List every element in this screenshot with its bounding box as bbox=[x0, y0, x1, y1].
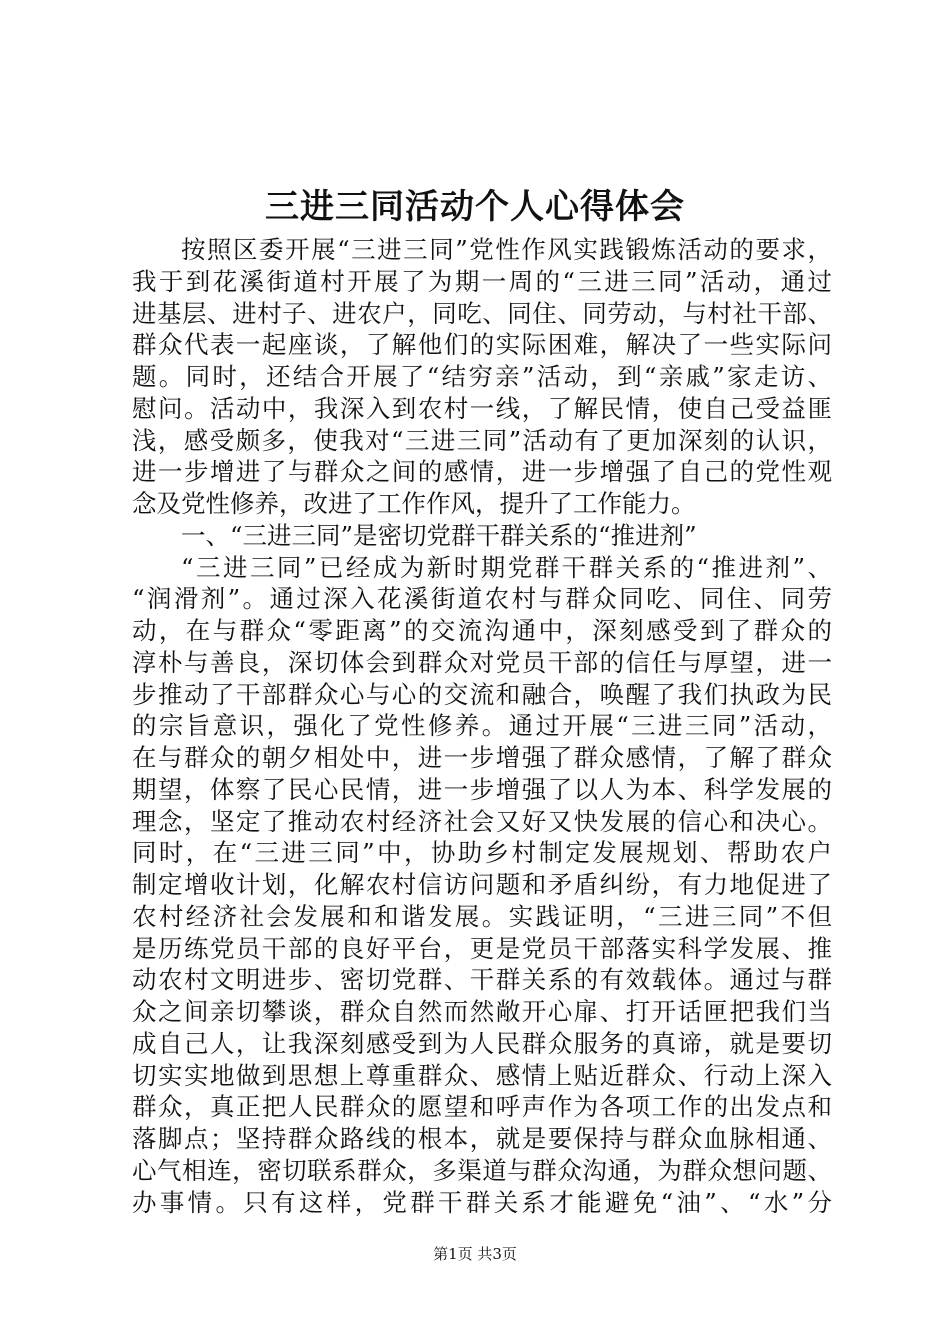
text-line: 期望，体察了民心民情，进一步增强了以人为本、科学发展的 bbox=[132, 774, 832, 804]
text-line: 题。同时，还结合开展了“结穷亲”活动，到“亲戚”家走访、 bbox=[132, 362, 832, 391]
text-line: 理念，坚定了推动农村经济社会又好又快发展的信心和决心。 bbox=[132, 806, 832, 836]
text-line: “三进三同”已经成为新时期党群干群关系的“推进剂”、 bbox=[181, 552, 832, 582]
text-line: 同时，在“三进三同”中，协助乡村制定发展规划、帮助农户 bbox=[132, 838, 832, 868]
text-line: 心气相连，密切联系群众，多渠道与群众沟通，为群众想问题、 bbox=[132, 1155, 832, 1185]
page-footer: 第1页 共3页 bbox=[433, 1245, 517, 1263]
text-line: 念及党性修养，改进了工作作风，提升了工作能力。 bbox=[132, 489, 696, 518]
text-line: 是历练党员干部的良好平台，更是党员干部落实科学发展、推 bbox=[132, 933, 832, 963]
document-title: 三进三同活动个人心得体会 bbox=[265, 187, 685, 227]
text-line: “润滑剂”。通过深入花溪街道农村与群众同吃、同住、同劳 bbox=[132, 584, 832, 614]
text-line: 按照区委开展“三进三同”党性作风实践锻炼活动的要求， bbox=[181, 235, 832, 264]
text-line: 慰问。活动中，我深入到农村一线，了解民情，使自己受益匪 bbox=[132, 393, 832, 423]
document-body bbox=[132, 234, 832, 1218]
text-line: 动，在与群众“零距离”的交流沟通中，深刻感受到了群众的 bbox=[132, 616, 832, 645]
text-line: 的宗旨意识，强化了党性修养。通过开展“三进三同”活动， bbox=[132, 711, 832, 741]
text-line: 我于到花溪街道村开展了为期一周的“三进三同”活动，通过 bbox=[132, 266, 832, 296]
text-line: 动农村文明进步、密切党群、干群关系的有效载体。通过与群 bbox=[132, 965, 832, 995]
text-line: 进一步增进了与群众之间的感情，进一步增强了自己的党性观 bbox=[132, 457, 832, 487]
section-heading: 一、“三进三同”是密切党群干群关系的“推进剂” bbox=[181, 520, 697, 550]
text-line: 农村经济社会发展和和谐发展。实践证明，“三进三同”不但 bbox=[132, 901, 832, 931]
text-line: 群众代表一起座谈，了解他们的实际困难，解决了一些实际问 bbox=[132, 330, 832, 360]
text-line: 群众，真正把人民群众的愿望和呼声作为各项工作的出发点和 bbox=[132, 1092, 832, 1122]
text-line: 浅，感受颇多，使我对“三进三同”活动有了更加深刻的认识， bbox=[132, 425, 832, 455]
text-line: 淳朴与善良，深切体会到群众对党员干部的信任与厚望，进一 bbox=[132, 647, 832, 677]
text-line: 在与群众的朝夕相处中，进一步增强了群众感情，了解了群众 bbox=[132, 743, 832, 772]
text-line: 成自己人，让我深刻感受到为人民群众服务的真谛，就是要切 bbox=[132, 1028, 832, 1058]
text-line: 落脚点；坚持群众路线的根本，就是要保持与群众血脉相通、 bbox=[132, 1124, 832, 1153]
text-line: 切实实地做到思想上尊重群众、感情上贴近群众、行动上深入 bbox=[132, 1060, 832, 1090]
text-line: 众之间亲切攀谈，群众自然而然敞开心扉、打开话匣把我们当 bbox=[132, 997, 832, 1026]
text-line: 进基层、进村子、进农户，同吃、同住、同劳动，与村社干部、 bbox=[132, 298, 832, 328]
text-line: 制定增收计划，化解农村信访问题和矛盾纠纷，有力地促进了 bbox=[132, 870, 832, 899]
text-line: 步推动了干部群众心与心的交流和融合，唤醒了我们执政为民 bbox=[132, 679, 832, 709]
text-line: 办事情。只有这样，党群干群关系才能避免“油”、“水”分 bbox=[132, 1187, 832, 1217]
